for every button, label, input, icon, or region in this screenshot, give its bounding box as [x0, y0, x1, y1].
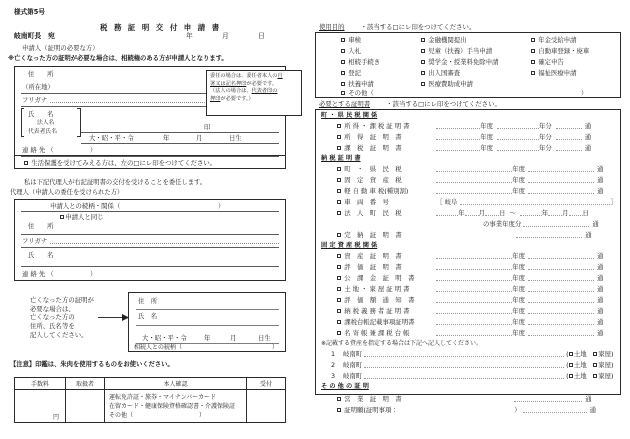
cert-unit-2-3: 通	[596, 285, 604, 293]
cert-other-checkbox-1[interactable]	[337, 408, 341, 412]
cert-row-1-6[interactable]	[337, 232, 592, 238]
fee-header-fee: 手数料	[15, 378, 66, 390]
cert-row-0-1[interactable]	[337, 134, 591, 140]
purpose-label-1: 入札	[348, 47, 361, 55]
cert-label-1-3: 車 両 番 号	[344, 198, 389, 206]
cert-d1-1-4: 日	[498, 209, 506, 217]
cert-m1-1-4: 月	[478, 209, 485, 217]
asset-no-1: 2	[331, 361, 336, 369]
cert-m2-1-4: 月	[562, 209, 569, 217]
cert-group-title-1: 納 税 証 明 書	[321, 155, 361, 162]
cert-period-0-1: 年分	[538, 133, 552, 141]
purpose-other-close: ）	[581, 89, 588, 97]
applicant-address-label: 住 所	[28, 70, 54, 78]
applicant-section-label: 申請人（証明の必要な方）	[22, 44, 99, 52]
deceased-birth-year[interactable]: 年	[204, 334, 211, 342]
date-month[interactable]: 月	[222, 32, 229, 40]
purpose-checkbox-3[interactable]	[341, 71, 345, 75]
asset-row-2[interactable]	[331, 373, 614, 379]
identity-line-0: 運転免許証・旅券・マイナンバーカード	[109, 393, 217, 401]
identity-line-2: その他（ ）	[109, 411, 206, 419]
purpose-checkbox-13[interactable]	[531, 71, 535, 75]
cert-row-2-5[interactable]	[337, 308, 603, 314]
purpose-label-8: 出入国審査	[428, 69, 461, 77]
purpose-other-checkbox[interactable]	[341, 91, 345, 95]
cert-row-1-1[interactable]	[337, 177, 603, 183]
cert-unit-1-6: 通	[585, 231, 592, 239]
cert-unit-1-5: 通	[592, 220, 599, 228]
cert-checkbox-2-6[interactable]	[337, 320, 341, 324]
asset-no-0: 1	[331, 350, 336, 358]
cert-label-0-0: 所 得 ・ 課 税 証 明 書	[344, 122, 410, 130]
cert-year-0-2: 年度	[480, 144, 493, 152]
heir-relation-label: 相続人との続柄（	[134, 344, 183, 351]
asset-land-label-0: 土地	[573, 350, 587, 358]
proxy-address-label: 住 所	[28, 222, 54, 230]
cert-unit-2-7: 通	[596, 329, 604, 337]
cert-year-2-0: 年度	[512, 252, 525, 260]
cert-label-1-2: 軽 自 動 車 税(種別割)	[344, 187, 409, 195]
asset-town-2: 岐南町	[343, 372, 363, 380]
fee-table-row	[15, 390, 286, 423]
purpose-checkbox-6[interactable]	[421, 49, 425, 53]
certificates-heading: 必要とする証明書	[319, 100, 371, 108]
cert-checkbox-0-2[interactable]	[337, 146, 341, 150]
cert-other-label-0: 営 業 証 明 書	[344, 395, 402, 403]
asset-town-0: 岐南町	[343, 350, 363, 358]
seal-note: 【注意】印鑑は、朱肉を使用するものをお使いください。	[10, 361, 174, 368]
purpose-checkbox-11[interactable]	[531, 49, 535, 53]
purpose-label-9: 医療費助成申請	[428, 80, 473, 88]
cert-row-2-3[interactable]	[337, 286, 603, 292]
cert-year-2-1: 年度	[512, 263, 525, 271]
fee-table-header-row	[15, 378, 286, 390]
form-number: 様式第5号	[14, 8, 45, 16]
asset-house-label-0: 家屋	[598, 350, 611, 358]
cert-row-1-0[interactable]	[337, 166, 603, 172]
asset-town-1: 岐南町	[343, 361, 363, 369]
fee-amount-cell[interactable]: 円	[15, 390, 66, 423]
purpose-item-9[interactable]	[421, 81, 473, 87]
cert-row-1-4[interactable]	[337, 210, 589, 216]
proxy-furigana-label: フリガナ	[22, 237, 48, 245]
applicant-corp-name-label: 法人名	[37, 120, 55, 126]
cert-row-1-2[interactable]	[337, 188, 603, 194]
deceased-address-label: 住 所	[138, 297, 158, 305]
cert-row-2-0[interactable]	[337, 253, 603, 259]
cert-unit-2-2: 通	[596, 274, 604, 282]
purpose-other-label: その他（	[348, 89, 374, 97]
welfare-checkbox-row[interactable]	[24, 160, 216, 166]
cert-row-0-0[interactable]	[337, 123, 591, 129]
applicant-address-sub-label: （所在地）	[22, 83, 54, 91]
purpose-label-10: 年金受給申請	[538, 36, 577, 44]
applicant-name-label: 氏 名	[28, 110, 54, 118]
cert-suffix-1-3: ］	[610, 198, 617, 206]
applicant-notice: ※亡くなった方の証明が必要な場合は、相続権のある方が申請人となります。	[8, 55, 228, 62]
date-day[interactable]: 日	[258, 32, 265, 40]
asset-house-label-2: 家屋	[598, 372, 611, 380]
cert-checkbox-1-3[interactable]	[337, 200, 341, 204]
cert-label-0-1: 所 得 証 明 書	[344, 133, 402, 141]
fee-header-identity: 本人確認	[105, 378, 247, 390]
deceased-instruction-line-0: 亡くなった方の証明が	[30, 296, 94, 304]
cert-prefix-1-3: ［ 岐阜	[436, 198, 458, 206]
purpose-checkbox-4[interactable]	[341, 82, 345, 86]
purpose-other-row[interactable]	[341, 90, 374, 96]
deceased-instruction-line-2: 亡くなった方の	[30, 313, 75, 322]
asset-row-1[interactable]	[331, 362, 614, 368]
deceased-era-label[interactable]: 大・昭・平・令	[142, 334, 187, 342]
welfare-checkbox[interactable]	[24, 161, 28, 165]
purpose-label-0: 車検	[348, 36, 361, 44]
cert-row-2-1[interactable]	[337, 264, 603, 270]
deceased-birth-month[interactable]: 月	[230, 334, 237, 342]
proxy-contact-label: 連 絡 先 （	[22, 270, 54, 278]
asset-land-checkbox-0[interactable]	[569, 352, 573, 356]
deceased-instructions	[30, 296, 94, 339]
cert-label-2-3: 土 地 ・ 家 屋 証 明 書	[344, 285, 410, 293]
purpose-label-11: 自動車登録・廃車	[538, 47, 590, 55]
cert-other-row-1[interactable]	[337, 407, 596, 413]
cert-year-2-4: 年度	[512, 296, 525, 304]
purpose-item-4[interactable]	[341, 81, 374, 87]
proxy-contact-close: ）	[90, 270, 97, 278]
cert-year-2-5: 年度	[512, 307, 525, 315]
cert-unit-2-4: 通	[596, 296, 604, 304]
purpose-label-7: 奨学金・授業料免除申請	[428, 58, 499, 66]
callout-line2-b: が必要です。	[246, 80, 278, 87]
cert-year-0-0: 年度	[480, 122, 493, 130]
asset-land-label-2: 土地	[573, 372, 587, 380]
callout-line3-b: 代表者印の	[251, 88, 278, 95]
asset-house-checkbox-0[interactable]	[593, 352, 597, 356]
cert-group-title-0: 町 ・ 県 民 税 関 係	[321, 112, 378, 119]
cert-other-label-1: 証明願(証明事項：	[344, 406, 398, 414]
cert-checkbox-1-1[interactable]	[337, 178, 341, 182]
cert-unit-1-0: 通	[596, 165, 604, 173]
cert-checkbox-1-0[interactable]	[337, 167, 341, 171]
identity-cell[interactable]	[105, 390, 247, 423]
cert-year-2-6: 年度	[512, 318, 525, 326]
asset-land-checkbox-1[interactable]	[569, 363, 573, 367]
cert-unit-2-1: 通	[596, 263, 604, 271]
purpose-label-12: 確定申告	[538, 58, 564, 66]
certificates-heading-row	[319, 101, 501, 107]
purpose-checkbox-7[interactable]	[421, 60, 425, 64]
delegation-sentence: 私は下記代理人が右記証明書の交付を受けることを委任します。	[24, 179, 207, 186]
purpose-label-2: 相続手続き	[348, 58, 381, 66]
cert-other-group-title: そ の 他 の 証 明	[321, 383, 369, 390]
welfare-checkbox-label: 生活保護を受けてみえる方は、左の□にレ印をつけてください。	[31, 159, 217, 167]
asset-house-checkbox-1[interactable]	[593, 363, 597, 367]
purpose-label-3: 登記	[348, 69, 361, 77]
proxy-same-as-applicant-row[interactable]	[60, 214, 104, 220]
deceased-name-label: 氏 名	[138, 312, 158, 320]
cert-unit-1-2: 通	[596, 187, 604, 195]
cert-label-1-0: 町 ・ 県 民 税	[344, 165, 402, 173]
asset-no-2: 3	[331, 372, 336, 380]
cert-row-0-2[interactable]	[337, 145, 591, 151]
purpose-heading-row	[319, 24, 475, 30]
purpose-checkbox-8[interactable]	[421, 71, 425, 75]
cert-unit-0-2: 通	[584, 144, 592, 152]
purpose-checkbox-10[interactable]	[531, 38, 535, 42]
cert-label-2-6: 課税台帳記載事項証明書	[344, 318, 415, 326]
callout-line4-a: 押印	[210, 95, 221, 102]
purpose-instruction: ・該当する□にレ印をつけてください。	[360, 23, 476, 31]
cert-unit-2-6: 通	[596, 318, 604, 326]
reception-cell[interactable]	[247, 390, 286, 423]
cert-y1-1-4: 年	[458, 209, 465, 217]
purpose-item-10[interactable]	[531, 37, 577, 43]
same-as-applicant-label: 申請人と同じ	[65, 213, 104, 221]
asset-house-label-1: 家屋	[598, 361, 611, 369]
purpose-checkbox-0[interactable]	[341, 38, 345, 42]
cert-year-1-2: 年度	[512, 187, 525, 195]
cert-checkbox-2-2[interactable]	[337, 276, 341, 280]
cert-other-unit-0: 通	[585, 395, 592, 403]
cert-tilde-1-4: ～	[509, 209, 516, 217]
deceased-instruction-line-4: 記入してください。	[30, 330, 88, 339]
purpose-item-1[interactable]	[341, 48, 361, 54]
cert-row-1-3[interactable]	[337, 199, 617, 205]
cert-year-2-2: 年度	[512, 274, 525, 282]
asset-row-0[interactable]	[331, 351, 614, 357]
asset-house-checkbox-2[interactable]	[593, 374, 597, 378]
cert-y2-1-4: 年	[541, 209, 549, 217]
callout-line3-a: （法人の場合は、	[210, 88, 252, 95]
cert-label-0-2: 課 税 証 明 書	[344, 144, 402, 152]
asset-kind-2[interactable]: ( 土地 家屋)	[566, 372, 614, 380]
fee-table	[14, 377, 286, 423]
callout-line2-a: 署又は記名押印	[210, 80, 247, 87]
cert-unit-0-0: 通	[584, 122, 592, 130]
cert-checkbox-2-4[interactable]	[337, 298, 341, 302]
purpose-label-13: 福祉医療申請	[538, 69, 577, 77]
purpose-item-3[interactable]	[341, 70, 361, 76]
purpose-label-5: 金融機関提出	[428, 36, 467, 44]
callout-line1-b: 自	[277, 73, 283, 79]
applicant-birth-month[interactable]: 月	[196, 134, 203, 142]
cert-label-1-5: の事業年度分	[483, 220, 522, 228]
purpose-item-0[interactable]	[341, 37, 361, 43]
proxy-name-label: 氏 名	[28, 251, 54, 259]
cert-year-0-1: 年度	[480, 133, 493, 141]
purpose-checkbox-1[interactable]	[341, 49, 345, 53]
purpose-heading: 使用目的	[319, 23, 345, 31]
left-column	[0, 0, 300, 439]
certificates-instruction: ・該当する□にレ印をつけてください。	[386, 100, 501, 108]
purpose-item-2[interactable]	[341, 59, 380, 65]
cert-row-2-6[interactable]	[337, 319, 603, 325]
purpose-label-6: 児童（扶養）手当申請	[428, 47, 493, 55]
cert-period-0-0: 年分	[538, 122, 552, 130]
asset-kind-1[interactable]: ( 土地 家屋)	[566, 361, 614, 369]
cert-year-1-0: 年度	[512, 165, 525, 173]
purpose-item-11[interactable]	[531, 48, 589, 54]
date-year[interactable]: 年	[186, 32, 193, 40]
cert-other-close-1: ）	[514, 406, 521, 414]
cert-checkbox-1-6[interactable]	[337, 233, 341, 237]
deceased-instruction-line-1: 必要な場合は、	[30, 304, 75, 313]
cert-unit-2-5: 通	[596, 307, 604, 315]
applicant-contact-close: ）	[90, 146, 97, 154]
cert-row-2-7[interactable]	[337, 330, 603, 336]
page-title: 税 務 証 明 交 付 申 請 書	[100, 23, 222, 32]
cert-checkbox-1-2[interactable]	[337, 189, 341, 193]
cert-checkbox-0-1[interactable]	[337, 135, 341, 139]
proxy-relation-label: 申請人との続柄・関係（	[50, 202, 121, 210]
cert-d2-1-4: 日	[582, 209, 589, 217]
deceased-birth-day[interactable]: 日生	[258, 334, 271, 342]
cert-period-0-2: 年分	[538, 144, 552, 152]
cert-row-2-4[interactable]	[337, 297, 603, 303]
identity-line-1: 在留カード・健康保険資格確認書・介護保険証	[109, 402, 236, 410]
cert-label-2-1: 評 価 証 明 書	[344, 263, 402, 271]
cert-label-1-6: 完 納 証 明 書	[344, 231, 402, 239]
cert-label-1-1: 固 定 資 産 税	[344, 176, 402, 184]
proxy-section-label: 代理人（申請人の委任を受けられた方）	[10, 189, 124, 196]
cert-label-2-7: 名 寄 帳 兼 課 税 台 帳	[344, 329, 410, 337]
purpose-item-13[interactable]	[531, 70, 577, 76]
cert-checkbox-2-7[interactable]	[337, 331, 341, 335]
purpose-checkbox-12[interactable]	[531, 60, 535, 64]
cert-label-2-5: 納 税 義 務 者 証 明 書	[344, 307, 410, 315]
applicant-birth-year[interactable]: 年	[163, 134, 170, 142]
cert-label-2-4: 評 価 額 通 知 書	[344, 296, 415, 304]
cert-label-2-2: 公 課 金 証 明 書	[344, 274, 415, 282]
cert-row-2-2[interactable]	[337, 275, 603, 281]
cert-unit-2-0: 通	[596, 252, 604, 260]
same-as-applicant-checkbox[interactable]	[60, 215, 64, 219]
applicant-contact-label: 連 絡 先 （	[22, 146, 54, 154]
cert-other-unit-1: 通	[589, 406, 596, 414]
fee-header-reception: 受付	[247, 378, 286, 390]
asset-kind-0[interactable]: ( 土地 家屋)	[566, 350, 614, 358]
applicant-furigana-label: フリガナ	[22, 96, 48, 104]
purpose-item-8[interactable]	[421, 70, 460, 76]
callout-line4-b: が必要です。）	[220, 95, 254, 102]
applicant-birth-day[interactable]: 日生	[229, 134, 242, 142]
heir-relation-close: ）	[272, 344, 279, 351]
cert-row-1-5	[483, 221, 599, 227]
deceased-instruction-line-3: 住所、氏名等を	[30, 321, 75, 330]
addressee: 岐南町長 宛	[14, 32, 55, 40]
asset-land-checkbox-2[interactable]	[569, 374, 573, 378]
cert-other-row-0[interactable]	[337, 396, 592, 402]
cert-other-checkbox-0[interactable]	[337, 397, 341, 401]
purpose-label-4: 扶養申請	[348, 80, 374, 88]
cert-year-1-1: 年度	[512, 176, 525, 184]
cert-checkbox-2-5[interactable]	[337, 309, 341, 313]
purpose-item-5[interactable]	[421, 37, 467, 43]
purpose-item-12[interactable]	[531, 59, 564, 65]
callout-line1-a: 委任の場合は、委任者本人の	[210, 73, 278, 79]
cert-label-1-4: 法 人 町 民 税	[344, 209, 402, 217]
cert-unit-1-1: 通	[596, 176, 604, 184]
applicant-seal-label: 印	[204, 123, 211, 131]
applicant-era-label[interactable]: 大・昭・平・令	[89, 134, 134, 142]
delegation-callout	[206, 70, 302, 116]
cert-checkbox-0-0[interactable]	[337, 124, 341, 128]
cert-year-2-7: 年度	[512, 329, 525, 337]
purpose-checkbox-2[interactable]	[341, 60, 345, 64]
right-column	[305, 0, 630, 439]
cert-unit-0-1: 通	[584, 133, 592, 141]
cert-group-title-2: 固 定 資 産 税 関 係	[321, 242, 378, 249]
asset-land-label-1: 土地	[573, 361, 587, 369]
purpose-item-7[interactable]	[421, 59, 498, 65]
fee-header-handler: 取扱者	[66, 378, 105, 390]
cert-label-2-0: 資 産 証 明 書	[344, 252, 402, 260]
cert-checkbox-1-4[interactable]	[337, 211, 341, 215]
asset-note: ※記載する資産を指定する場合は下記へ記入してください。	[321, 340, 483, 347]
purpose-checkbox-9[interactable]	[421, 82, 425, 86]
cert-year-2-3: 年度	[512, 285, 525, 293]
cert-checkbox-2-3[interactable]	[337, 287, 341, 291]
handler-cell[interactable]	[66, 390, 105, 423]
cert-checkbox-2-0[interactable]	[337, 254, 341, 258]
cert-checkbox-2-1[interactable]	[337, 265, 341, 269]
proxy-relation-close: ）	[218, 202, 225, 210]
applicant-representative-label: 代表者氏名	[28, 129, 57, 135]
purpose-checkbox-5[interactable]	[421, 38, 425, 42]
purpose-item-6[interactable]	[421, 48, 492, 54]
